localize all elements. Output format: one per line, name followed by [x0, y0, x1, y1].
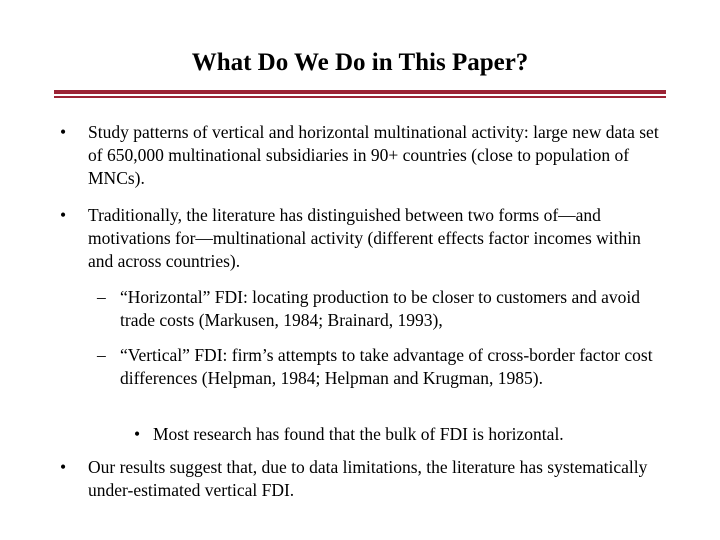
sub-sub-bullet-marker: •	[134, 424, 141, 444]
bullet-marker: •	[60, 457, 67, 477]
bullet-marker: •	[60, 205, 67, 225]
bullet-item	[60, 121, 660, 190]
sub-bullet-text: “Horizontal” FDI: locating production to be closer to customers and avoid trade costs (Markusen, 1984; Brainard, 1993),	[120, 287, 641, 330]
bullet-text: Our results suggest that, due to data limitations, the literature has systematically under-estimated vertical FDI.	[88, 457, 648, 500]
sub-bullet-marker: –	[97, 287, 106, 307]
sub-sub-bullet-text: Most research has found that the bulk of FDI is horizontal.	[153, 424, 564, 444]
bullet-text: Traditionally, the literature has distinguished between two forms of—and motivations for—multinational activity (different effects factor incomes within and across countries).	[88, 205, 641, 271]
bullet-marker: •	[60, 122, 67, 142]
bullet-item	[60, 204, 660, 273]
title-underline-thin	[54, 96, 666, 98]
sub-sub-bullet-item	[134, 423, 654, 446]
sub-bullet-item	[97, 286, 657, 332]
sub-bullet-text: “Vertical” FDI: firm’s attempts to take advantage of cross-border factor cost differences (Helpman, 1984; Helpman and Krugman, 1985).	[120, 345, 653, 388]
slide-title: What Do We Do in This Paper?	[191, 49, 529, 76]
bullet-item	[60, 456, 660, 502]
bullet-text: Study patterns of vertical and horizontal multinational activity: large new data set of 650,000 multinational subsidiaries in 90+ countries (close to population of MNCs).	[88, 122, 659, 188]
sub-bullet-item	[97, 344, 657, 390]
title-underline	[54, 90, 666, 98]
sub-bullet-marker: –	[97, 345, 106, 365]
title-underline-thick	[54, 90, 666, 94]
